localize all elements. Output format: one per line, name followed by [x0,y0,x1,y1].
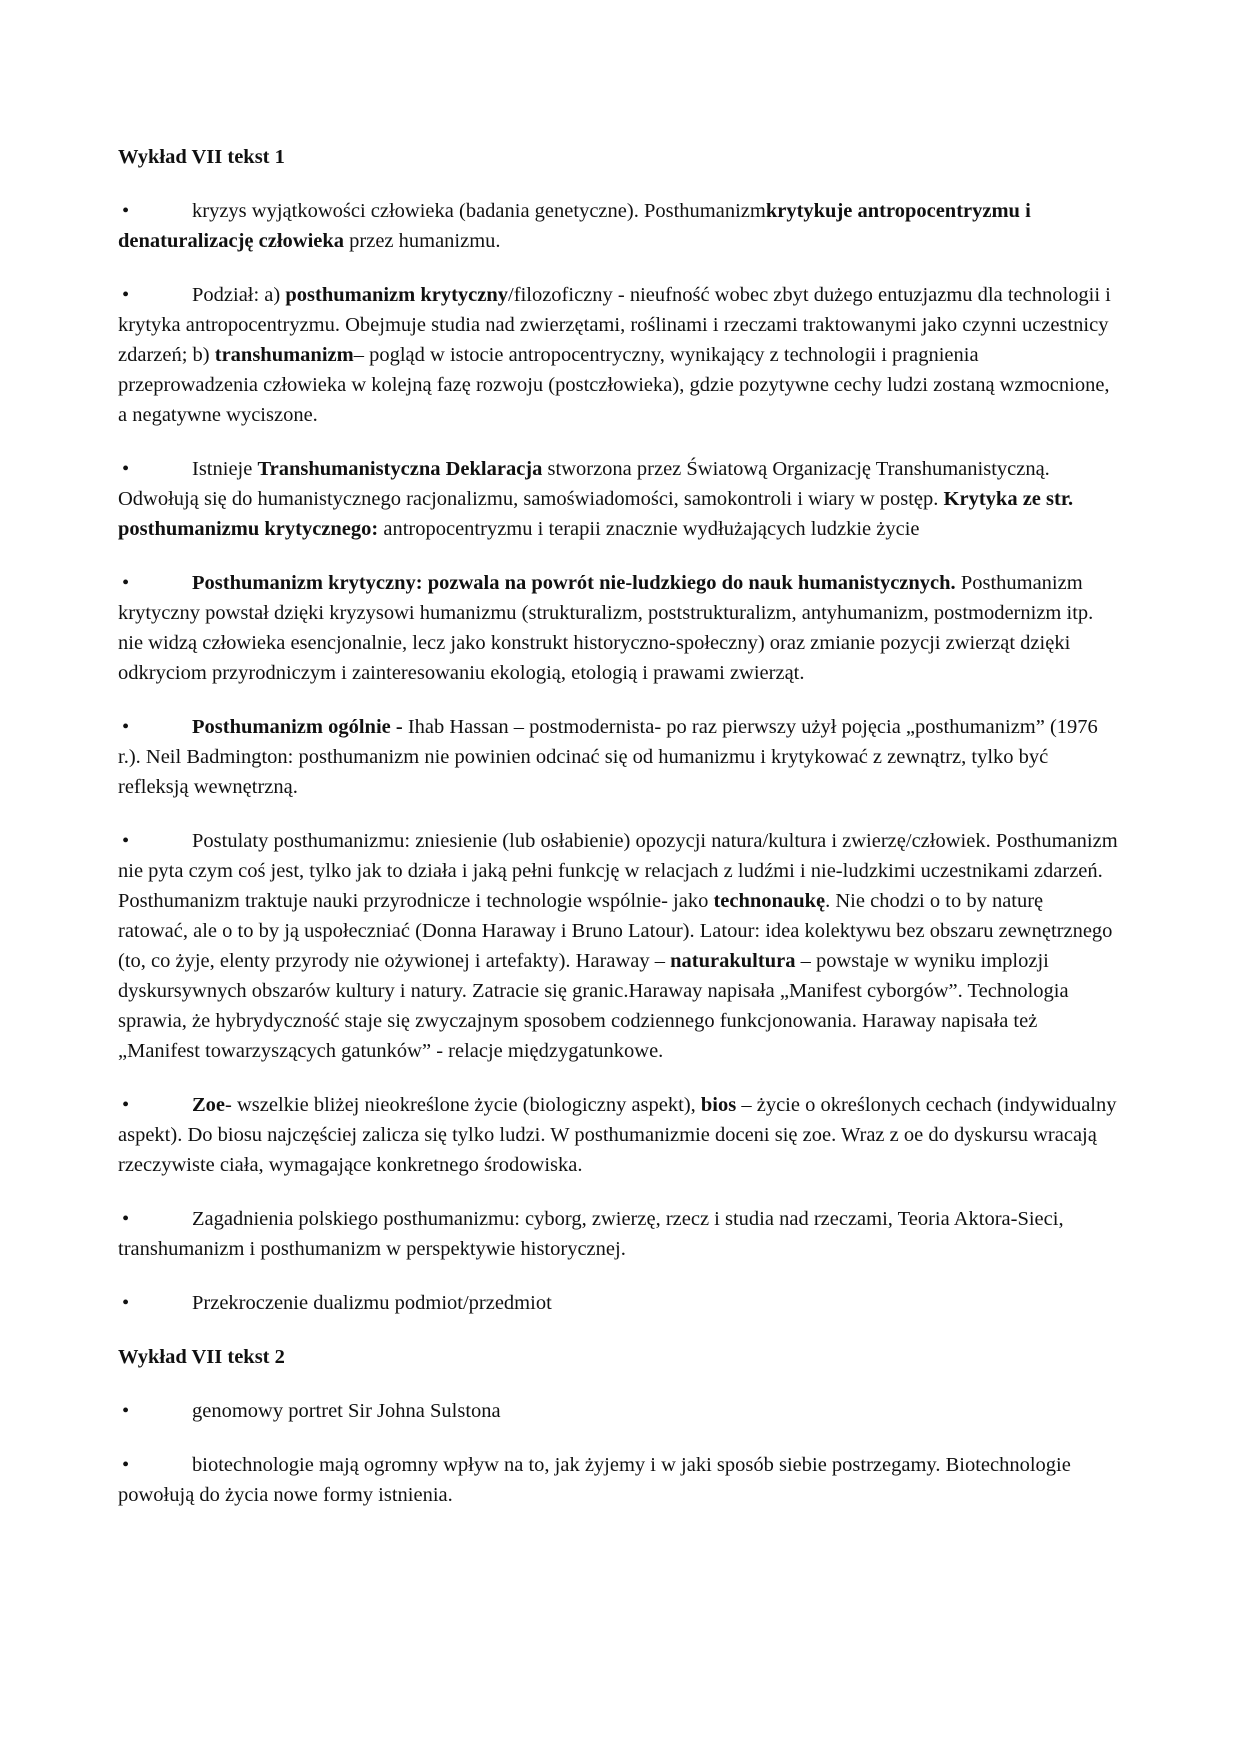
bullet: • [122,1094,130,1116]
item-text: Przekroczenie dualizmu podmiot/przedmiot [192,1292,552,1314]
item-bold-text: naturakultura [670,950,796,972]
item-bold-text: Posthumanizm krytyczny: pozwala na powrót nie-ludzkiego do nauk humanistycznych. [192,572,956,594]
item-bold-text: krytykuje antropocentryzmu i denaturalizację człowieka [118,200,1031,252]
bullet: • [122,572,130,594]
item-bold-text: bios [700,1094,737,1116]
item-text: - wszelkie bliżej nieokreślone życie (biologiczny aspekt), [225,1094,701,1116]
item-text: stworzona przez Światową Organizację Transhumanistyczną. Odwołują się do humanistycznego racjonalizmu, samoświadomości, samokontroli i wiary w postęp. [118,458,1050,510]
list-item [118,826,1118,1066]
bullet: • [122,830,130,852]
item-text: Zagadnienia polskiego posthumanizmu: cyborg, zwierzę, rzecz i studia nad rzeczami, Teoria Aktora-Sieci, transhumanizm i posthumanizm w perspektywie historycznej. [118,1208,1064,1260]
item-text: genomowy portret Sir Johna Sulstona [192,1400,501,1422]
item-bold-text: Krytyka ze str. posthumanizmu krytycznego: [118,488,1074,540]
item-bold-text: technonaukę [713,890,826,912]
list-item [118,1288,1118,1318]
item-text: przez humanizmu. [344,230,501,252]
list-item [118,1090,1118,1180]
section-heading-1: Wykład VII tekst 1 [118,146,285,168]
item-bold-text: transhumanizm [214,344,354,366]
list-item [118,196,1118,256]
item-text: Ihab Hassan – postmodernista- po raz pierwszy użył pojęcia „posthumanizm” (1976 r.). Neil Badmington: posthumanizm nie powinien odcinać się od humanizmu i krytykować z zewnątrz, tylko być refleksją wewnętrzną. [118,716,1098,798]
item-bold-text: Transhumanistyczna Deklaracja [257,458,543,480]
item-bold-text: Zoe [192,1094,226,1116]
bullet: • [122,200,130,222]
item-text: . Nie chodzi o to by naturę ratować, ale o to by ją uspołeczniać (Donna Haraway i Bruno Latour). Latour: idea kolektywu bez obszaru zewnętrznego (to, co żyje, elenty przyrody nie ożywionej i artefakty). Haraway – [118,890,1113,972]
document-page [118,142,1118,1534]
list-item [118,712,1118,802]
item-text: Postulaty posthumanizmu: zniesienie (lub osłabienie) opozycji natura/kultura i zwierzę/człowiek. Posthumanizm nie pyta czym coś jest, tylko jak to działa i jaką pełni funkcję w relacjach z ludźmi i nie-ludzkimi uczestnikami zdarzeń. Posthumanizm traktuje nauki przyrodnicze i technologie wspólnie- jako [118,830,1118,912]
item-text: Posthumanizm krytyczny powstał dzięki kryzysowi humanizmu (strukturalizm, poststrukturalizm, antyhumanizm, postmodernizm itp. nie widzą człowieka esencjonalnie, lecz jako konstrukt historyczno-społeczny) oraz zmianie pozycji zwierząt dzięki odkryciom przyrodniczym i zainteresowaniu ekologią, etologią i prawami zwierząt. [118,572,1094,684]
item-text: /filozoficzny - nieufność wobec zbyt dużego entuzjazmu dla technologii i krytyka antropocentryzmu. Obejmuje studia nad zwierzętami, roślinami i rzeczami traktowanymi jako czynni uczestnicy zdarzeń; b) [118,284,1111,366]
item-text: – powstaje w wyniku implozji dyskursywnych obszarów kultury i natury. Zatracie się granic.Haraway napisała „Manifest cyborgów”. Technologia sprawia, że hybrydyczność staje się zwyczajnym sposobem codziennego funkcjonowania. Haraway napisała też „Manifest towarzyszących gatunków” - relacje międzygatunkowe. [118,950,1069,1062]
bullet: • [122,284,130,306]
item-text: biotechnologie mają ogromny wpływ na to, jak żyjemy i w jaki sposób siebie postrzegamy. Biotechnologie powołują do życia nowe formy istnienia. [118,1454,1071,1506]
bullet: • [122,716,130,738]
list-item [118,1396,1118,1426]
section-heading-2: Wykład VII tekst 2 [118,1346,285,1368]
bullet: • [122,1454,130,1476]
item-bold-text: posthumanizm krytyczny [285,284,509,306]
list-item [118,280,1118,430]
bullet: • [122,1208,130,1230]
item-text: – życie o określonych cechach (indywidualny aspekt). Do biosu najczęściej zalicza się tylko ludzi. W posthumanizmie doceni się zoe. Wraz z oe do dyskursu wracają rzeczywiste ciała, wymagające konkretnego środowiska. [118,1094,1117,1176]
list-item [118,454,1118,544]
item-text: Istnieje [192,458,258,480]
item-bold-text: Posthumanizm ogólnie - [192,716,408,738]
item-text: antropocentryzmu i terapii znacznie wydłużających ludzkie życie [378,518,920,540]
item-text: kryzys wyjątkowości człowieka (badania genetyczne). Posthumanizm [192,200,766,222]
bullet: • [122,458,130,480]
bullet: • [122,1400,130,1422]
list-item [118,1450,1118,1510]
item-text: – pogląd w istocie antropocentryczny, wynikający z technologii i pragnienia przeprowadzenia człowieka w kolejną fazę rozwoju (postczłowieka), gdzie pozytywne cechy ludzi zostaną wzmocnione, a negatywne wyciszone. [118,344,1110,426]
list-item [118,1204,1118,1264]
bullet: • [122,1292,130,1314]
list-item [118,568,1118,688]
item-text: Podział: a) [192,284,286,306]
